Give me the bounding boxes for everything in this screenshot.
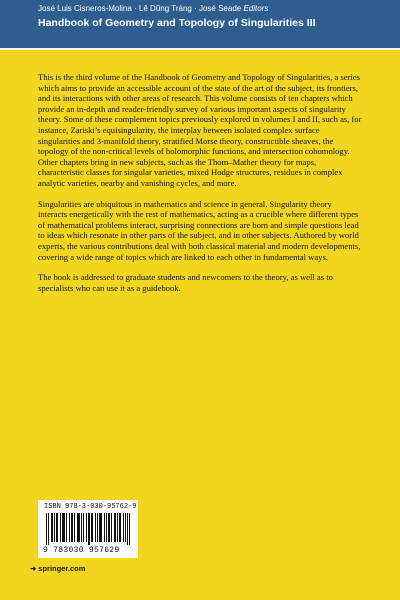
barcode-panel bbox=[38, 500, 138, 558]
blurb-paragraph-3: The book is addressed to graduate students and newcomers to the theory, as well as to specialists who can use it as a guidebook. bbox=[38, 272, 333, 293]
blurb-paragraph-1: This is the third volume of the Handbook of Geometry and Topology of Singularities, a series which aims to provide an accessible account of the state of the art of the subject, its frontiers, and its interactions with other areas of research. This volume consists of ten chapters which provide an in-depth and reader-friendly survey of various important aspects of singularity theory. Some of these complement topics previously explored in volumes I and II, such as, for instance, Zariski’s equisingularity, the interplay between isolated complex surface singularities and 3-manifold theory, stratified Morse theory, constructible sheaves, the topology of the non-critical levels of holomorphic functions, and intersection cohomology. Other chapters bring in new subjects, such as the Thom–Mather theory for maps, characteristic classes for singular varieties, mixed Hodge structures, residues in complex analytic varieties, nearby and vanishing cycles, and more. bbox=[38, 72, 362, 188]
book-title: Handbook of Geometry and Topology of Singularities III bbox=[38, 17, 316, 29]
header-band bbox=[0, 0, 400, 48]
barcode-number: 9 783030 957629 bbox=[43, 546, 120, 555]
blurb bbox=[38, 72, 363, 303]
editors-line bbox=[38, 4, 268, 13]
publisher-url[interactable] bbox=[30, 564, 85, 573]
editors-suffix: Editors bbox=[243, 4, 269, 13]
publisher-name: springer.com bbox=[38, 564, 86, 573]
blurb-paragraph-2: Singularities are ubiquitous in mathematics and science in general. Singularity theory interacts energetically with the rest of mathematics, acting as a crucible where different types of mathematical problems interact, surprising connections are born and simple questions lead to ideas which resonate in other parts of the subject, and in other subjects. Authored by world experts, the various contributions deal with both classical material and modern developments, covering a wide range of topics which are linked to each other in fundamental ways. bbox=[38, 198, 361, 262]
isbn-label: ISBN 978-3-030-95762-9 bbox=[44, 503, 137, 511]
header-divider bbox=[0, 48, 400, 50]
barcode-icon bbox=[46, 513, 130, 545]
arrow-right-icon: ➜ bbox=[30, 564, 37, 573]
editors-names: José Luis Cisneros-Molina · Lê Dũng Tráng · José Seade bbox=[38, 4, 242, 13]
